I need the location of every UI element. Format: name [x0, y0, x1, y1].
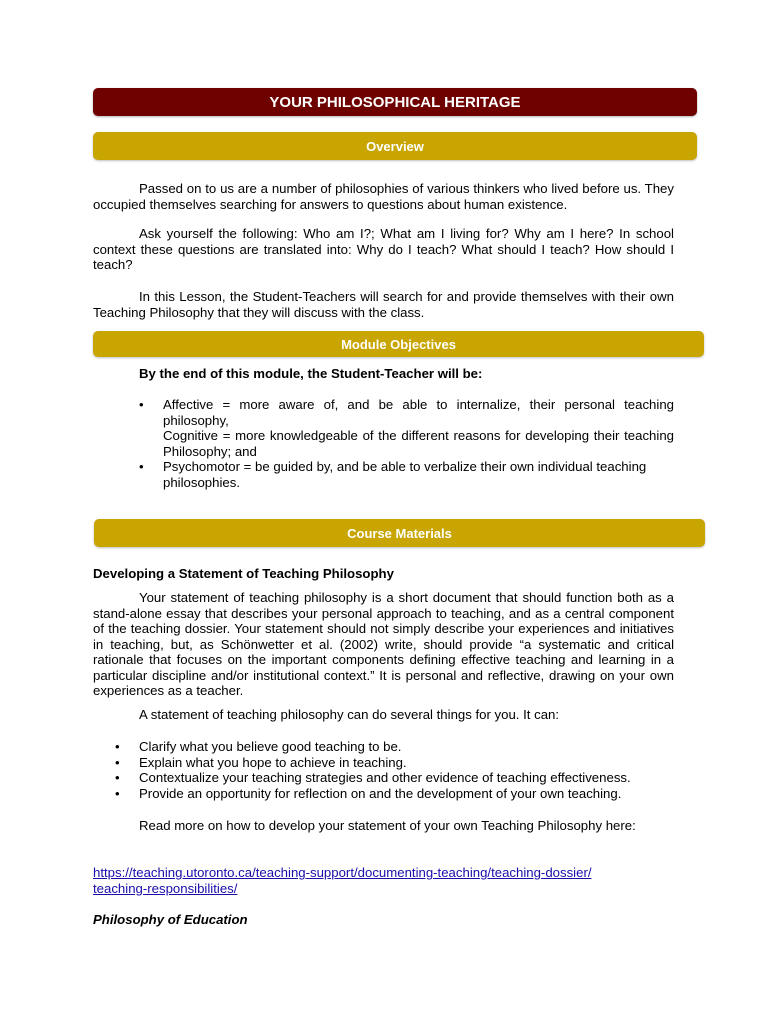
read-more-text: Read more on how to develop your statement of your own Teaching Philosophy here: [139, 818, 636, 833]
list-item: • Explain what you hope to achieve in teaching. [93, 755, 674, 771]
link-line-2[interactable]: teaching-responsibilities/ [93, 880, 238, 896]
materials-list [93, 739, 674, 801]
overview-paragraph-1: Passed on to us are a number of philosophies of various thinkers who lived before us. They occupied themselves searching for answers to questions about human existence. [93, 181, 674, 212]
list-item: • Provide an opportunity for reflection on and the development of your own teaching. [93, 786, 674, 802]
list-item [93, 397, 674, 459]
section-header-materials: Course Materials [94, 519, 705, 547]
list-item: • Contextualize your teaching strategies and other evidence of teaching effectiveness. [93, 770, 674, 786]
overview-paragraph-3: In this Lesson, the Student-Teachers will search for and provide themselves with their own Teaching Philosophy that they will discuss with the class. [93, 289, 674, 320]
philosophy-of-education-heading: Philosophy of Education [93, 912, 248, 927]
page-title: YOUR PHILOSOPHICAL HERITAGE [93, 88, 697, 116]
list-item [93, 459, 674, 490]
list-item: • Clarify what you believe good teaching to be. [93, 739, 674, 755]
materials-paragraph-2: A statement of teaching philosophy can do several things for you. It can: [139, 707, 560, 722]
objectives-list [93, 397, 674, 490]
link-line-1[interactable]: https://teaching.utoronto.ca/teaching-support/documenting-teaching/teaching-dossier/ [93, 865, 592, 880]
materials-heading: Developing a Statement of Teaching Philosophy [93, 566, 394, 581]
objective-cognitive: Cognitive = more knowledgeable of the different reasons for developing their teaching Philosophy; and [163, 428, 674, 459]
objectives-intro: By the end of this module, the Student-Teacher will be: [139, 366, 483, 381]
objective-psychomotor: • Psychomotor = be guided by, and be able to verbalize their own individual teaching [163, 459, 647, 474]
objective-psychomotor-continued: philosophies. [163, 474, 240, 490]
teaching-dossier-link[interactable] [93, 865, 674, 896]
section-header-objectives: Module Objectives [93, 331, 704, 357]
objective-affective: • Affective = more aware of, and be able to internalize, their personal teaching philosophy, [163, 397, 674, 428]
materials-paragraph-1: Your statement of teaching philosophy is a short document that should function both as a stand-alone essay that describes your personal approach to teaching, and as a central component of the teaching dossier. Your statement should not simply describe your experiences and initiatives in teaching, but, as Schönwetter et al. (2002) write, should provide “a systematic and critical rationale that focuses on the important components defining effective teaching and learning in a particular discipline and/or institutional context.” It is personal and reflective, drawing on your own experiences as a teacher. [93, 590, 674, 698]
overview-paragraph-2: Ask yourself the following: Who am I?; What am I living for? Why am I here? In school context these questions are translated into: Why do I teach? What should I teach? How should I teach? [93, 226, 674, 272]
section-header-overview: Overview [93, 132, 697, 160]
